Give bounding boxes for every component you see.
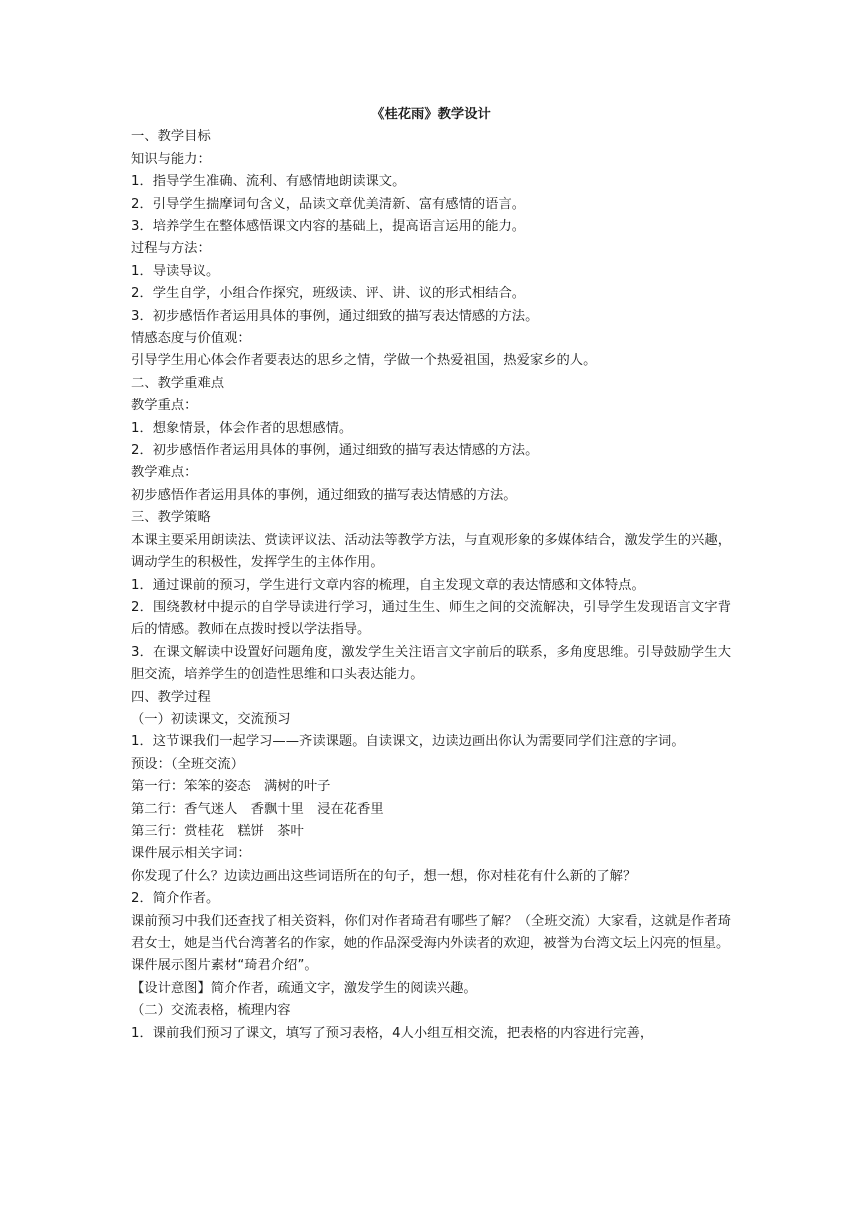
text-line: 教学重点： bbox=[131, 398, 198, 414]
document-body bbox=[131, 104, 731, 1045]
text-line: 第一行：笨笨的姿态 满树的叶子 bbox=[131, 779, 331, 795]
text-line: 3．培养学生在整体感悟课文内容的基础上，提高语言运用的能力。 bbox=[131, 219, 526, 235]
text-line: 预设：（全班交流） bbox=[131, 756, 245, 772]
document-title: 《桂花雨》教学设计 bbox=[371, 107, 491, 122]
paragraph: 本课主要采用朗读法、赏读评议法、活动法等教学方法，与直观形象的多媒体结合，激发学生的兴趣，调动学生的积极性，发挥学生的主体作用。 bbox=[131, 532, 731, 571]
text-line: 3．初步感悟作者运用具体的事例，通过细致的描写表达情感的方法。 bbox=[131, 308, 539, 324]
text-line: 2．初步感悟作者运用具体的事例，通过细致的描写表达情感的方法。 bbox=[131, 443, 539, 459]
text-line: 1．指导学生准确、流利、有感情地朗读课文。 bbox=[131, 174, 406, 190]
text-line: 初步感悟作者运用具体的事例，通过细致的描写表达情感的方法。 bbox=[131, 487, 517, 503]
text-line: 1．导读导议。 bbox=[131, 263, 220, 279]
paragraph: 3．在课文解读中设置好问题角度，激发学生关注语言文字前后的联系，多角度思维。引导鼓励学生大胆交流，培养学生的创造性思维和口头表达能力。 bbox=[131, 644, 731, 683]
document-lines bbox=[131, 126, 731, 1045]
text-line: 1．想象情景，体会作者的思想感情。 bbox=[131, 420, 353, 436]
text-line: 2．简介作者。 bbox=[131, 891, 220, 907]
text-line: 四、教学过程 bbox=[131, 689, 211, 705]
paragraph: 课前预习中我们还查找了相关资料，你们对作者琦君有哪些了解？（全班交流）大家看，这就是作者琦君女士，她是当代台湾著名的作家，她的作品深受海内外读者的欢迎，被誉为台湾文坛上闪亮的恒星。 bbox=[131, 913, 731, 952]
text-line: 1．课前我们预习了课文，填写了预习表格，4人小组互相交流，把表格的内容进行完善， bbox=[131, 1025, 654, 1041]
text-line: 三、教学策略 bbox=[131, 510, 211, 526]
text-line: 你发现了什么？边读边画出这些词语所在的句子，想一想，你对桂花有什么新的了解？ bbox=[131, 868, 637, 884]
text-line: 第二行：香气迷人 香飘十里 浸在花香里 bbox=[131, 801, 384, 817]
text-line: 知识与能力： bbox=[131, 151, 211, 167]
text-line: 一、教学目标 bbox=[131, 129, 211, 145]
paragraph: 1．这节课我们一起学习——齐读课题。自读课文，边读边画出你认为需要同学们注意的字词。 bbox=[131, 734, 685, 750]
text-line: 第三行：赏桂花 糕饼 茶叶 bbox=[131, 823, 304, 839]
text-line: 课件展示图片素材“琦君介绍”。 bbox=[131, 958, 318, 974]
text-line: 课件展示相关字词： bbox=[131, 846, 251, 862]
text-line: 引导学生用心体会作者要表达的思乡之情，学做一个热爱祖国，热爱家乡的人。 bbox=[131, 353, 597, 369]
text-line: 1．通过课前的预习，学生进行文章内容的梳理，自主发现文章的表达情感和文体特点。 bbox=[131, 577, 645, 593]
text-line: 【设计意图】简介作者，疏通文字，激发学生的阅读兴趣。 bbox=[131, 980, 477, 996]
text-line: 过程与方法： bbox=[131, 241, 211, 257]
text-line: 2．引导学生揣摩词句含义，品读文章优美清新、富有感情的语言。 bbox=[131, 196, 526, 212]
text-line: 2．学生自学，小组合作探究，班级读、评、讲、议的形式相结合。 bbox=[131, 286, 526, 302]
text-line: 情感态度与价值观： bbox=[131, 331, 251, 347]
paragraph: 2．围绕教材中提示的自学导读进行学习，通过生生、师生之间的交流解决，引导学生发现语言文字背后的情感。教师在点拨时授以学法指导。 bbox=[131, 599, 731, 638]
text-line: 教学难点： bbox=[131, 465, 198, 481]
text-line: 二、教学重难点 bbox=[131, 375, 225, 391]
text-line: （二）交流表格，梳理内容 bbox=[131, 1003, 291, 1019]
text-line: （一）初读课文，交流预习 bbox=[131, 711, 291, 727]
